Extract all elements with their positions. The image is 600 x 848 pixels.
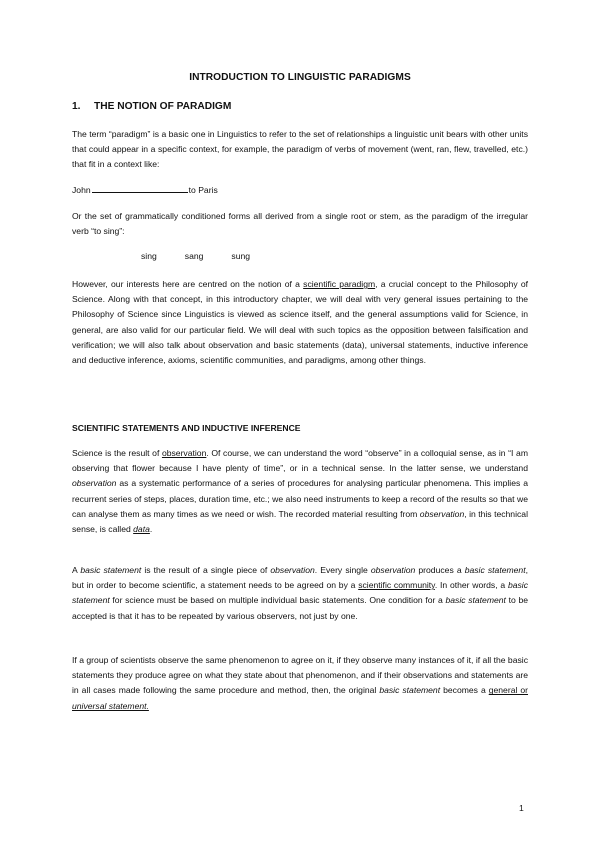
section-1-title: THE NOTION OF PARADIGM [94,101,232,112]
paragraph-5: A basic statement is the result of a single piece of observation. Every single observation produces a basic statement, but in order to become scientific, a statement needs to be agreed on by a scientific community. In other words, a basic statement for science must be based on multiple individual basic statements. One condition for a basic statement to be accepted is that it has to be repeated by various observers, not just by one. [72,565,529,621]
verb-form: sang [184,251,204,261]
verb-forms [141,251,278,261]
example-sentence [72,183,528,198]
observation-term: observation [161,448,207,458]
paragraph-2: Or the set of grammatically conditioned forms all derived from a single root or stem, as the paradigm of the irregular verb “to sing”: [72,211,528,237]
section-1-number: 1. [72,101,81,112]
paragraph-6: If a group of scientists observe the same phenomenon to agree on it, if they observe many instances of it, if all the basic statements they produce agree on what they state about that phenomenon, and if their observations and statements are in all cases made following the same procedure and method, then, the original basic statement becomes a general or universal statement. [72,655,529,711]
scientific-paradigm-term: scientific paradigm [303,279,376,289]
example-blank-line [92,184,188,193]
verb-form: sing [141,251,157,261]
section-1-heading [72,101,231,112]
paragraph-4: Science is the result of observation. Of course, we can understand the word “observe” in a colloquial sense, as in “I am observing that flower because I have plenty of time”, or in a technical sense. In the latter sense, we understand observation as a systematic performance of a series of procedures for analysing particular phenomena. This implies a recurrent series of steps, places, duration time, etc.; we also need instruments to keep a record of the results so that we can analyse them as many times as we need or wish. The recorded material resulting from observation, in this technical sense, is called data. [72,448,528,535]
section-2-heading: SCIENTIFIC STATEMENTS AND INDUCTIVE INFERENCE [72,423,301,433]
general-statement-term: general or [488,685,529,696]
universal-statement-term: universal statement. [72,700,149,711]
page-number: 1 [519,803,524,813]
verb-form: sung [231,251,251,261]
scientific-community-term: scientific community [358,580,435,591]
example-word-john: John [72,185,91,195]
example-word-to-paris: to Paris [188,185,218,195]
paragraph-3: However, our interests here are centred on the notion of a scientific paradigm, a crucial concept to the Philosophy of Science. Along with that concept, in this introductory chapter, we will deal with very general issues pertaining to the Philosophy of Science since Linguistics is viewed as science itself, and the general assumptions valid for Science, in general, are also valid for our particular field. We will deal with such topics as the opposition between falsification and verification; we will also talk about observation and basic statements (data), universal statements, inductive inference and deductive inference, axioms, scientific communities, and paradigms, among other things. [72,279,529,366]
document-title: INTRODUCTION TO LINGUISTIC PARADIGMS [189,72,411,83]
paragraph-1: The term “paradigm” is a basic one in Linguistics to refer to the set of relationships a linguistic unit bears with other units that could appear in a specific context, for example, the paradigm of verbs of movement (went, ran, flew, travelled, etc.) that fit in a context like: [72,129,528,170]
data-term: data [133,524,150,535]
